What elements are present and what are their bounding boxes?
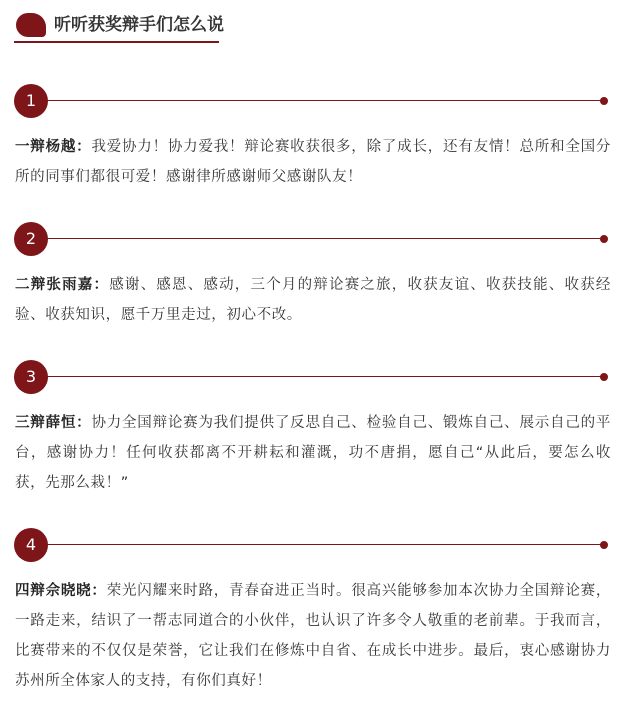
debater-name: 二辩张雨嘉： [15, 277, 110, 293]
number-badge: 1 [14, 84, 48, 118]
divider-dot [600, 541, 608, 549]
divider-dot [600, 97, 608, 105]
debater-quote [15, 270, 611, 330]
debater-quote [15, 408, 611, 498]
debater-name: 四辩佘晓晓： [15, 583, 107, 599]
quote-text: 荣光闪耀来时路，青春奋进正当时。很高兴能够参加本次协力全国辩论赛，一路走来，结识了一帮志同道合的小伙伴，也认识了许多令人敬重的老前辈。于我而言，比赛带来的不仅仅是荣誉，它让我们在修炼中自省、在成长中进步。最后，衷心感谢协力苏州所全体家人的支持，有你们真好！ [15, 583, 612, 689]
page-title: 听听获奖辩手们怎么说 [54, 15, 224, 35]
quote-text: 我爱协力！协力爱我！辩论赛收获很多，除了成长，还有友情！总所和全国分所的同事们都很可爱！感谢律所感谢师父感谢队友！ [15, 139, 611, 185]
divider-line [46, 100, 602, 101]
number-badge: 2 [14, 222, 48, 256]
number-badge: 4 [14, 528, 48, 562]
debater-name: 一辩杨越： [15, 139, 92, 155]
divider-line [46, 544, 602, 545]
debater-name: 三辩薛恒： [15, 415, 92, 431]
header-decoration-icon [16, 13, 46, 37]
debater-quote [15, 576, 611, 696]
number-badge: 3 [14, 360, 48, 394]
divider-dot [600, 235, 608, 243]
divider-dot [600, 373, 608, 381]
debater-quote [15, 132, 611, 192]
quote-text: 协力全国辩论赛为我们提供了反思自己、检验自己、锻炼自己、展示自己的平台，感谢协力！任何收获都离不开耕耘和灌溉，功不唐捐，愿自己“从此后，要怎么收获，先那么栽！” [15, 415, 611, 491]
header-underline [14, 41, 219, 43]
divider-line [46, 238, 602, 239]
divider-line [46, 376, 602, 377]
quote-text: 感谢、感恩、感动，三个月的辩论赛之旅，收获友谊、收获技能、收获经验、收获知识，愿千万里走过，初心不改。 [15, 277, 611, 323]
